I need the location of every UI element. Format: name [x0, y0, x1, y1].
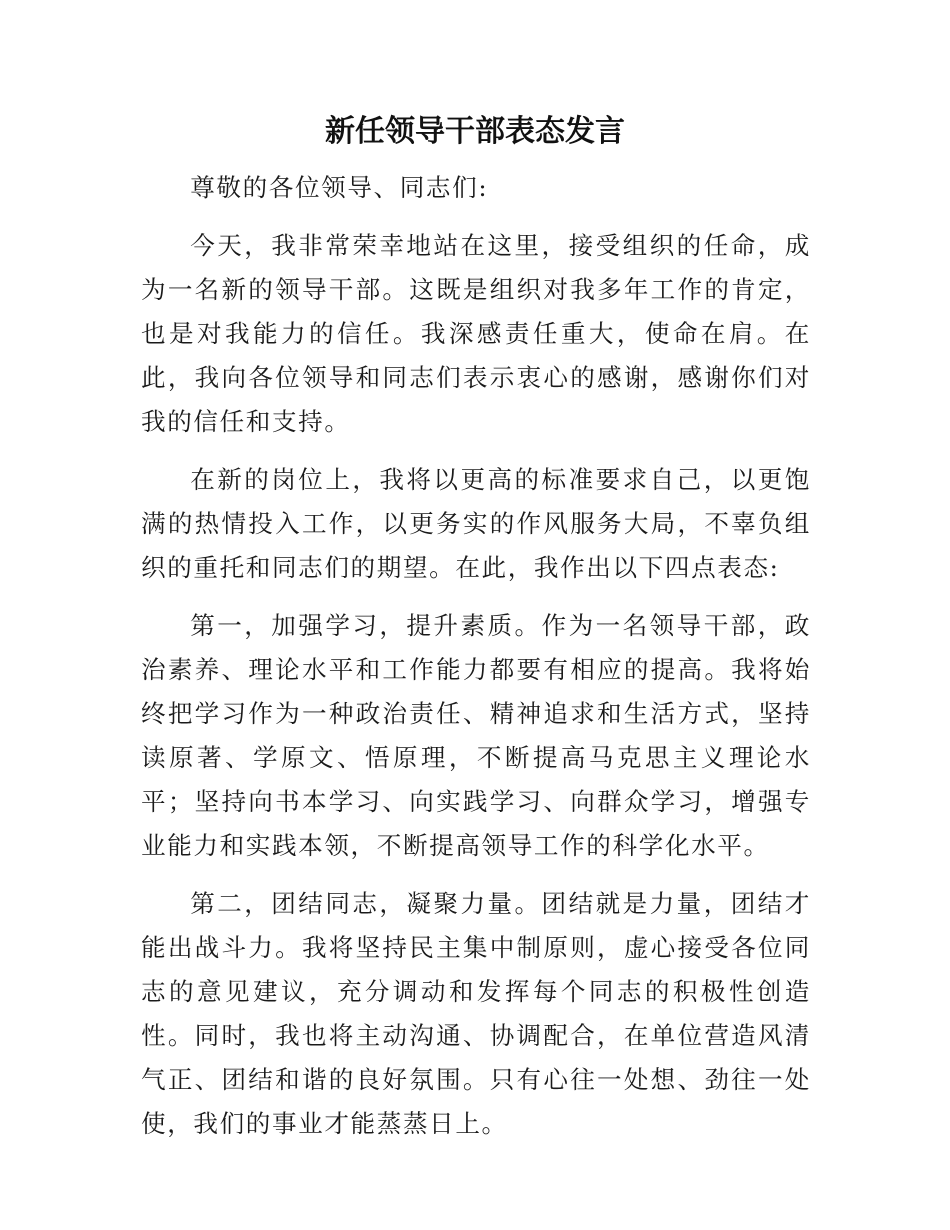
body-paragraph-intro: 今天，我非常荣幸地站在这里，接受组织的任命，成为一名新的领导干部。这既是组织对我多年工作的肯定，也是对我能力的信任。我深感责任重大，使命在肩。在此，我向各位领导和同志们表示衷心的感谢，感谢你们对我的信任和支持。 [141, 231, 811, 436]
body-paragraph-commitment: 在新的岗位上，我将以更高的标准要求自己，以更饱满的热情投入工作，以更务实的作风服务大局，不辜负组织的重托和同志们的期望。在此，我作出以下四点表态: [141, 465, 811, 582]
body-paragraph-second-point: 第二，团结同志，凝聚力量。团结就是力量，团结才能出战斗力。我将坚持民主集中制原则，虚心接受各位同志的意见建议，充分调动和发挥每个同志的积极性创造性。同时，我也将主动沟通、协调配合，在单位营造风清气正、团结和谐的良好氛围。只有心往一处想、劲往一处使，我们的事业才能蒸蒸日上。 [141, 889, 811, 1138]
body-paragraph-first-point: 第一，加强学习，提升素质。作为一名领导干部，政治素养、理论水平和工作能力都要有相应的提高。我将始终把学习作为一种政治责任、精神追求和生活方式，坚持读原著、学原文、悟原理，不断提高马克思主义理论水平；坚持向书本学习、向实践学习、向群众学习，增强专业能力和实践本领，不断提高领导工作的科学化水平。 [141, 611, 811, 860]
document-body [141, 166, 811, 1160]
salutation-paragraph: 尊敬的各位领导、同志们: [190, 173, 489, 202]
page-title: 新任领导干部表态发言 [325, 114, 625, 149]
